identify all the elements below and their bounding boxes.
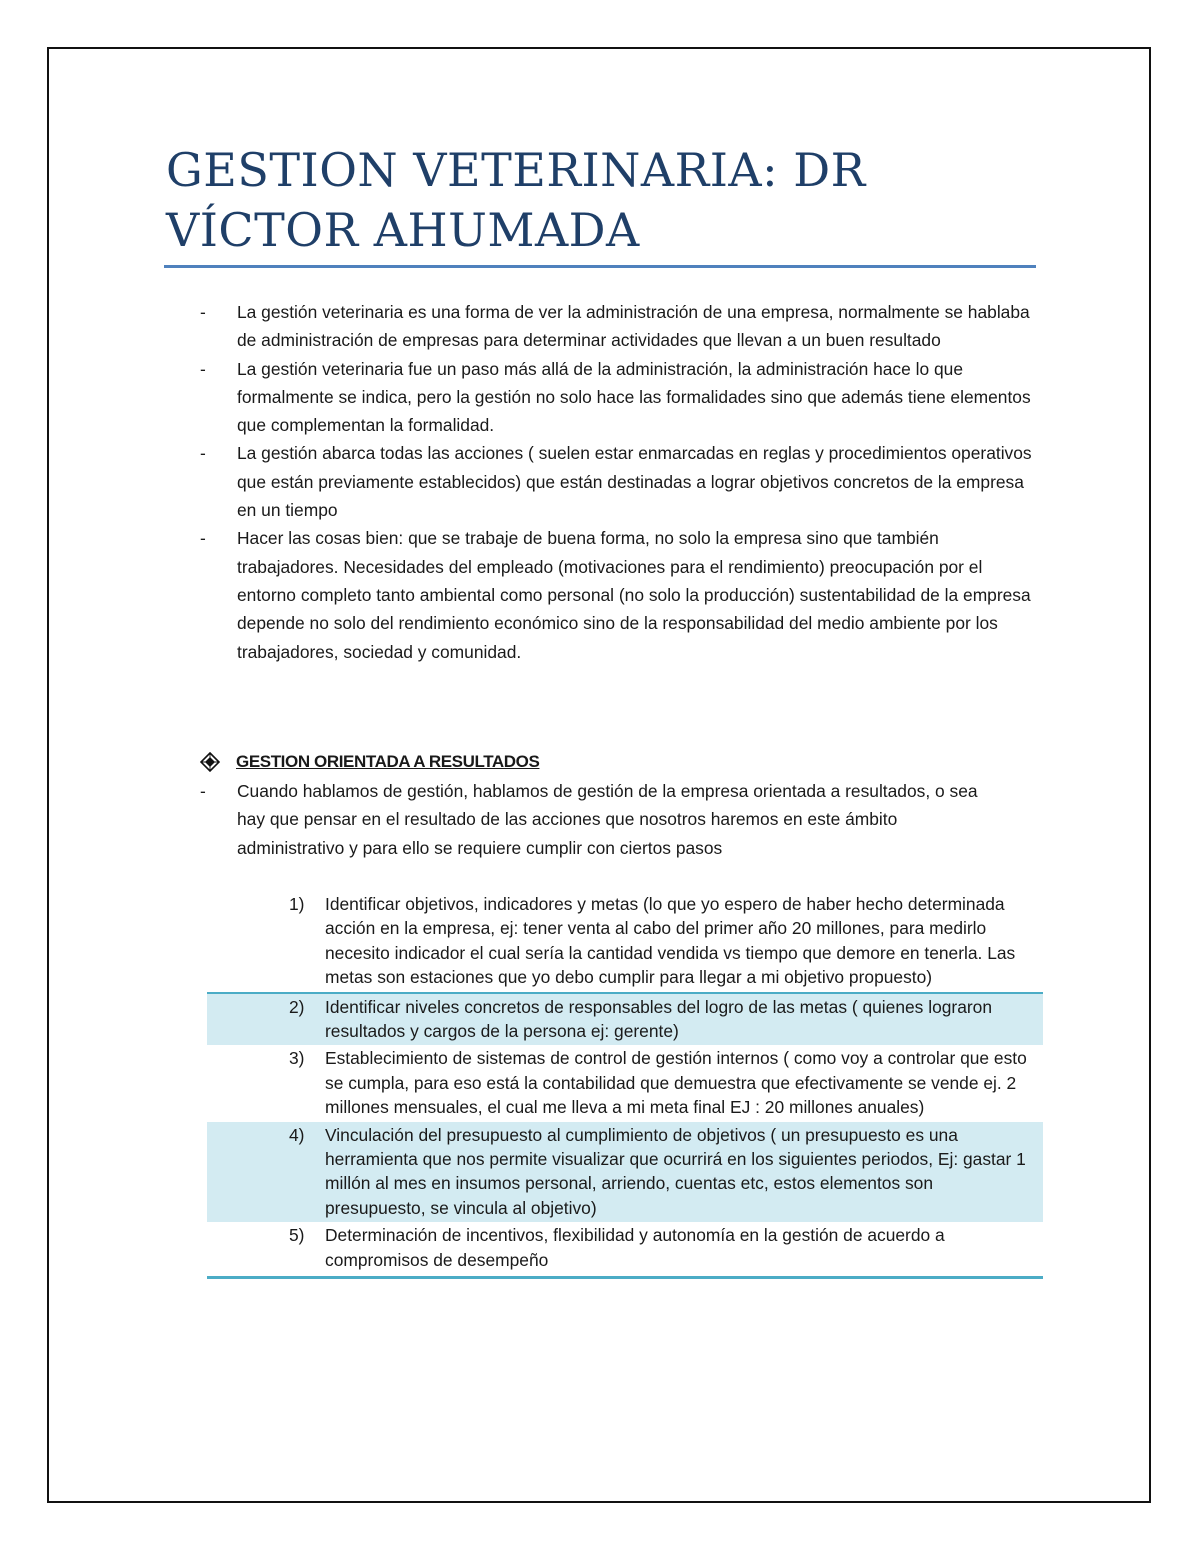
document-title: GESTION VETERINARIA: DR VÍCTOR AHUMADA: [166, 143, 866, 257]
step-text: Establecimiento de sistemas de control de gestión internos ( como voy a controlar que esto se cumpla, para eso está la contabilidad que demuestra que efectivamente se vende ej. 2 millones mensuales, el cual me lleva a mi meta final EJ : 20 millones anuales): [325, 1048, 1027, 1118]
table-row: [207, 992, 1043, 1046]
table-bottom-rule: [207, 1276, 1043, 1279]
bullet-text: La gestión veterinaria fue un paso más allá de la administración, la administración hace lo que formalmente se indica, pero la gestión no solo hace las formalidades sino que además tiene elementos que complementan la formalidad.: [237, 358, 1031, 436]
bullet-dash: -: [200, 781, 206, 801]
bullet-text: Cuando hablamos de gestión, hablamos de gestión de la empresa orientada a resultados, o sea hay que pensar en el resultado de las acciones que nosotros haremos en este ámbito administrativo y para ello se requiere cumplir con ciertos pasos: [237, 781, 978, 858]
table-row: [207, 1122, 1043, 1223]
intro-bullet-list: [200, 298, 1040, 666]
step-number: 2): [289, 996, 305, 1017]
bullet-text: La gestión abarca todas las acciones ( suelen estar enmarcadas en reglas y procedimientos operativos que están previamente establecidos) que están destinadas a lograr objetivos concretos de la empresa en un tiempo: [237, 443, 1032, 521]
section-bullet-list: [200, 777, 1000, 862]
bullet-dash: -: [200, 358, 206, 379]
step-text: Identificar niveles concretos de responsables del logro de las metas ( quienes lograron resultados y cargos de la persona ej: gerente): [325, 996, 993, 1042]
list-item: [200, 355, 1040, 440]
table-row: [207, 1222, 1043, 1274]
list-item: [200, 439, 1040, 524]
bullet-text: La gestión veterinaria es una forma de ver la administración de una empresa, normalmente se hablaba de administración de empresas para determinar actividades que llevan a un buen resultado: [237, 302, 1030, 351]
step-number: 4): [289, 1124, 305, 1145]
section-heading-text: GESTION ORIENTADA A RESULTADOS: [236, 752, 540, 771]
bullet-dash: -: [200, 443, 206, 464]
list-item: [200, 298, 1040, 355]
step-number: 3): [289, 1048, 305, 1069]
bullet-dash: -: [200, 528, 206, 549]
bullet-text: Hacer las cosas bien: que se trabaje de buena forma, no solo la empresa sino que también trabajadores. Necesidades del empleado (motivaciones para el rendimiento) preocupación por el entorno completo tanto ambiental como personal (no solo la producción) sustentabilidad de la empresa depende no solo del rendimiento económico sino de la responsabilidad del medio ambiente por los trabajadores, sociedad y comunidad.: [237, 528, 1031, 662]
list-item: [200, 524, 1040, 665]
table-row: [207, 891, 1043, 992]
step-text: Vinculación del presupuesto al cumplimiento de objetivos ( un presupuesto es una herramienta que nos permite visualizar que ocurrirá en los siguientes periodos, Ej: gastar 1 millón al mes en insumos personal, arriendo, cuentas etc, estos elementos son presupuesto, se vincula al objetivo): [325, 1124, 1026, 1218]
table-row: [207, 1045, 1043, 1121]
title-underline: [164, 265, 1036, 268]
steps-table: [207, 891, 1043, 1279]
step-number: 1): [289, 894, 305, 914]
bullet-dash: -: [200, 302, 206, 322]
list-item: [200, 777, 1000, 862]
step-text: Determinación de incentivos, flexibilidad y autonomía en la gestión de acuerdo a compromisos de desempeño: [325, 1225, 945, 1270]
diamond-bullet-icon: [200, 752, 220, 772]
step-number: 5): [289, 1225, 305, 1246]
step-text: Identificar objetivos, indicadores y metas (lo que yo espero de haber hecho determinada acción en la empresa, ej: tener venta al cabo del primer año 20 millones, para medirlo necesito indicador el cual sería la cantidad vendida vs tiempo que demore en tenerla. Las metas son estaciones que yo debo cumplir para llegar a mi objetivo propuesto): [325, 894, 1016, 988]
